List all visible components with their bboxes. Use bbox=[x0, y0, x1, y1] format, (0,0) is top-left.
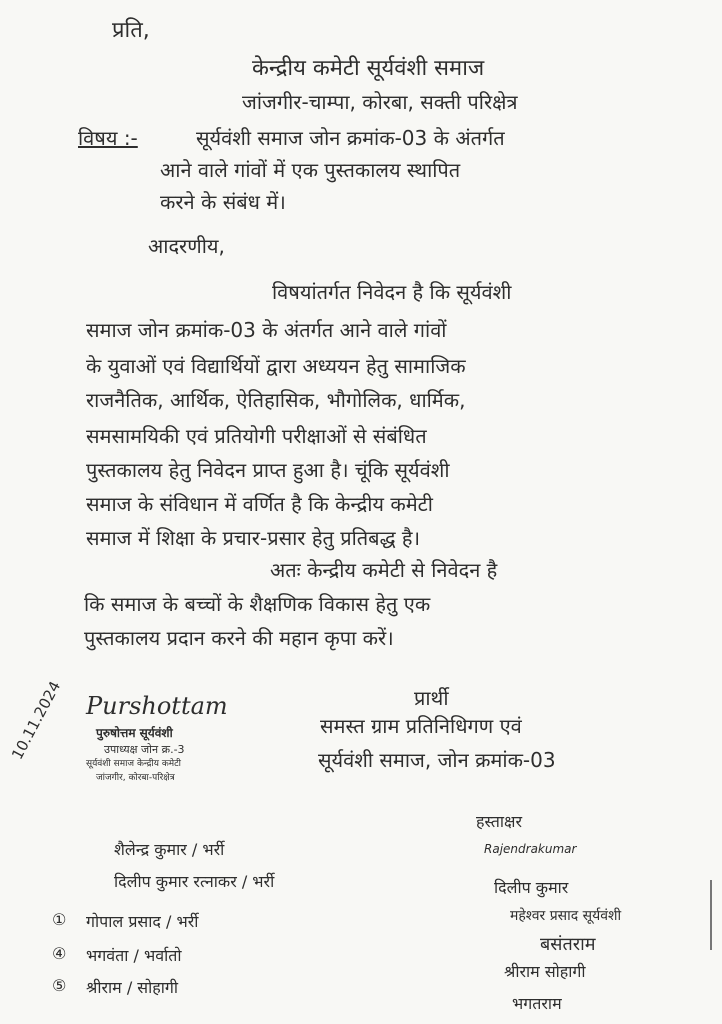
body-line: अतः केन्द्रीय कमेटी से निवेदन है bbox=[270, 558, 498, 582]
left-signatory: गोपाल प्रसाद / भर्री bbox=[86, 912, 199, 931]
margin-mark bbox=[710, 880, 712, 950]
salutation-to: प्रति, bbox=[112, 18, 150, 43]
applicant-label: प्रार्थी bbox=[414, 686, 449, 710]
signatory-marker: ④ bbox=[52, 944, 67, 963]
subject-label: विषय :- bbox=[78, 126, 138, 150]
signatory-marker: ⑤ bbox=[52, 976, 67, 995]
signature: श्रीराम सोहागी bbox=[504, 962, 586, 981]
stamp-designation: उपाध्यक्ष जोन क्र.-3 bbox=[104, 743, 185, 756]
signatures-heading: हस्ताक्षर bbox=[476, 812, 523, 831]
body-line: पुस्तकालय हेतु निवेदन प्राप्त हुआ है। चूंकि सूर्यवंशी bbox=[86, 458, 450, 482]
stamp-org: सूर्यवंशी समाज केन्द्रीय कमेटी bbox=[86, 759, 182, 769]
body-line: समाज जोन क्रमांक-03 के अंतर्गत आने वाले गांवों bbox=[86, 318, 447, 342]
body-line: राजनैतिक, आर्थिक, ऐतिहासिक, भौगोलिक, धार्मिक, bbox=[86, 388, 466, 412]
stamp-region: जांजगीर, कोरबा-परिक्षेत्र bbox=[96, 773, 175, 783]
body-line: विषयांतर्गत निवेदन है कि सूर्यवंशी bbox=[272, 280, 512, 304]
signature: Rajendrakumar bbox=[484, 842, 577, 856]
body-line: कि समाज के बच्चों के शैक्षणिक विकास हेतु एक bbox=[84, 592, 431, 616]
subject-line3: करने के संबंध में। bbox=[160, 190, 286, 214]
addressee-line2: जांजगीर-चाम्पा, कोरबा, सक्ती परिक्षेत्र bbox=[242, 90, 518, 114]
body-line: के युवाओं एवं विद्यार्थियों द्वारा अध्ययन हेतु सामाजिक bbox=[86, 354, 466, 378]
addressee-line1: केन्द्रीय कमेटी सूर्यवंशी समाज bbox=[252, 56, 485, 81]
applicant-line1: समस्त ग्राम प्रतिनिधिगण एवं bbox=[320, 714, 522, 738]
subject-line1: सूर्यवंशी समाज जोन क्रमांक-03 के अंतर्गत bbox=[196, 126, 505, 150]
body-line: पुस्तकालय प्रदान करने की महान कृपा करें। bbox=[84, 626, 394, 650]
stamp-signature: Purshottam bbox=[86, 692, 228, 720]
left-signatory: श्रीराम / सोहागी bbox=[86, 978, 179, 997]
left-signatory: भगवंता / भर्वातो bbox=[86, 946, 182, 965]
signature: दिलीप कुमार bbox=[494, 878, 569, 897]
signature: बसंतराम bbox=[540, 934, 596, 955]
signatory-marker: ① bbox=[52, 910, 67, 929]
signature: भगतराम bbox=[512, 994, 562, 1013]
body-line: समाज में शिक्षा के प्रचार-प्रसार हेतु प्रतिबद्ध है। bbox=[86, 526, 421, 550]
body-line: समाज के संविधान में वर्णित है कि केन्द्रीय कमेटी bbox=[86, 492, 433, 516]
left-signatory: दिलीप कुमार रत्नाकर / भर्री bbox=[114, 872, 275, 891]
left-signatory: शैलेन्द्र कुमार / भर्री bbox=[114, 840, 225, 859]
signature: महेश्वर प्रसाद सूर्यवंशी bbox=[510, 908, 622, 924]
subject-line2: आने वाले गांवों में एक पुस्तकालय स्थापित bbox=[160, 158, 461, 182]
stamp-date: 10.11.2024 bbox=[8, 678, 65, 763]
stamp-name: पुरुषोत्तम सूर्यवंशी bbox=[96, 726, 173, 740]
applicant-line2: सूर्यवंशी समाज, जोन क्रमांक-03 bbox=[318, 748, 556, 772]
greeting: आदरणीय, bbox=[148, 234, 225, 258]
body-line: समसामयिकी एवं प्रतियोगी परीक्षाओं से संबंधित bbox=[86, 424, 427, 448]
official-stamp bbox=[6, 678, 266, 810]
